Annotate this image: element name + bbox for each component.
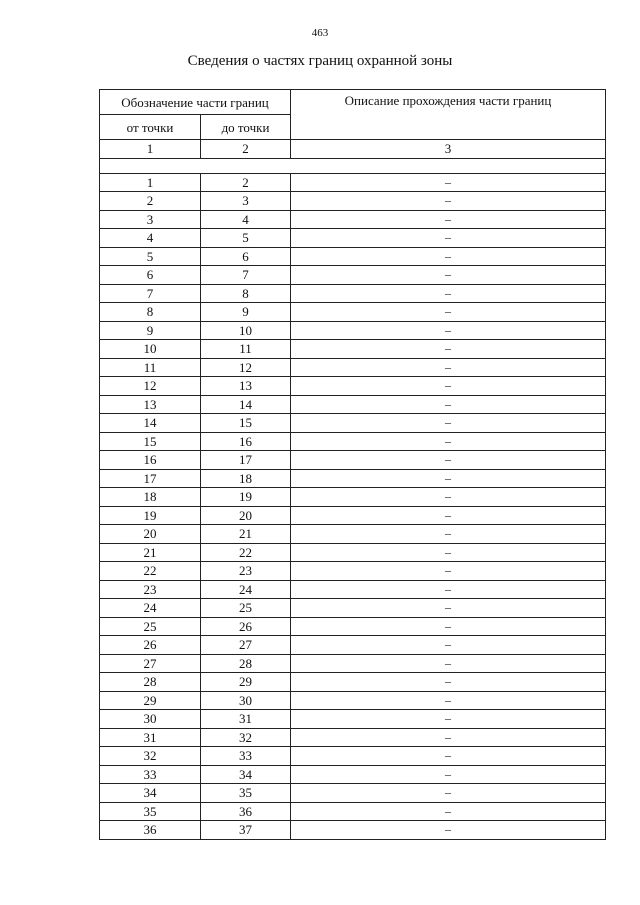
column-number-1: 1 <box>100 140 201 159</box>
description-cell: – <box>291 673 606 692</box>
from-point-cell: 6 <box>100 266 201 285</box>
to-point-cell: 33 <box>201 747 291 766</box>
to-point-cell: 9 <box>201 303 291 322</box>
from-point-cell: 5 <box>100 247 201 266</box>
table-row <box>100 192 606 211</box>
table-row <box>100 710 606 729</box>
table-row <box>100 599 606 618</box>
description-cell: – <box>291 377 606 396</box>
description-cell: – <box>291 654 606 673</box>
from-point-cell: 21 <box>100 543 201 562</box>
from-point-cell: 23 <box>100 580 201 599</box>
column-number-3: 3 <box>291 140 606 159</box>
to-point-cell: 11 <box>201 340 291 359</box>
from-point-cell: 10 <box>100 340 201 359</box>
description-cell: – <box>291 617 606 636</box>
from-point-cell: 12 <box>100 377 201 396</box>
table-row <box>100 284 606 303</box>
to-point-cell: 29 <box>201 673 291 692</box>
table-row <box>100 506 606 525</box>
table-row <box>100 691 606 710</box>
to-point-cell: 28 <box>201 654 291 673</box>
table-row <box>100 303 606 322</box>
from-point-cell: 3 <box>100 210 201 229</box>
description-cell: – <box>291 247 606 266</box>
description-cell: – <box>291 802 606 821</box>
table-row <box>100 728 606 747</box>
table-row <box>100 377 606 396</box>
from-point-cell: 32 <box>100 747 201 766</box>
page-number: 463 <box>311 27 329 39</box>
from-point-cell: 24 <box>100 599 201 618</box>
from-point-cell: 31 <box>100 728 201 747</box>
from-point-cell: 2 <box>100 192 201 211</box>
description-cell: – <box>291 543 606 562</box>
to-point-cell: 16 <box>201 432 291 451</box>
description-cell: – <box>291 173 606 192</box>
description-cell: – <box>291 395 606 414</box>
description-cell: – <box>291 432 606 451</box>
header-row-1 <box>100 90 606 115</box>
from-point-cell: 22 <box>100 562 201 581</box>
to-point-cell: 13 <box>201 377 291 396</box>
description-cell: – <box>291 580 606 599</box>
from-point-cell: 26 <box>100 636 201 655</box>
table-row <box>100 210 606 229</box>
description-cell: – <box>291 340 606 359</box>
page-title: Сведения о частях границ охранной зоны <box>187 53 453 69</box>
from-point-cell: 29 <box>100 691 201 710</box>
table-row <box>100 784 606 803</box>
to-point-cell: 14 <box>201 395 291 414</box>
to-point-cell: 15 <box>201 414 291 433</box>
description-cell: – <box>291 691 606 710</box>
table-row <box>100 580 606 599</box>
description-cell: – <box>291 284 606 303</box>
boundary-parts-table <box>99 89 606 840</box>
description-cell: – <box>291 506 606 525</box>
table-row <box>100 636 606 655</box>
table-row <box>100 414 606 433</box>
to-point-cell: 8 <box>201 284 291 303</box>
table-row <box>100 562 606 581</box>
description-cell: – <box>291 728 606 747</box>
header-to-cell: до точки <box>201 115 291 140</box>
to-point-cell: 10 <box>201 321 291 340</box>
to-point-cell: 21 <box>201 525 291 544</box>
to-point-cell: 3 <box>201 192 291 211</box>
description-cell: – <box>291 765 606 784</box>
column-number-row <box>100 140 606 159</box>
to-point-cell: 30 <box>201 691 291 710</box>
column-number-2: 2 <box>201 140 291 159</box>
description-cell: – <box>291 321 606 340</box>
description-cell: – <box>291 192 606 211</box>
to-point-cell: 35 <box>201 784 291 803</box>
table-row <box>100 673 606 692</box>
description-cell: – <box>291 303 606 322</box>
from-point-cell: 17 <box>100 469 201 488</box>
to-point-cell: 25 <box>201 599 291 618</box>
to-point-cell: 4 <box>201 210 291 229</box>
table-row <box>100 247 606 266</box>
table-row <box>100 747 606 766</box>
table-row <box>100 543 606 562</box>
to-point-cell: 34 <box>201 765 291 784</box>
header-desc-cell: Описание прохождения части границ <box>291 90 606 140</box>
spacer-cell <box>100 158 606 173</box>
description-cell: – <box>291 821 606 840</box>
description-cell: – <box>291 414 606 433</box>
to-point-cell: 2 <box>201 173 291 192</box>
from-point-cell: 8 <box>100 303 201 322</box>
to-point-cell: 7 <box>201 266 291 285</box>
from-point-cell: 27 <box>100 654 201 673</box>
description-cell: – <box>291 469 606 488</box>
from-point-cell: 13 <box>100 395 201 414</box>
to-point-cell: 6 <box>201 247 291 266</box>
from-point-cell: 18 <box>100 488 201 507</box>
from-point-cell: 16 <box>100 451 201 470</box>
from-point-cell: 1 <box>100 173 201 192</box>
description-cell: – <box>291 451 606 470</box>
to-point-cell: 17 <box>201 451 291 470</box>
table-row <box>100 525 606 544</box>
to-point-cell: 19 <box>201 488 291 507</box>
table-row <box>100 340 606 359</box>
to-point-cell: 27 <box>201 636 291 655</box>
description-cell: – <box>291 210 606 229</box>
spacer-row <box>100 158 606 173</box>
to-point-cell: 24 <box>201 580 291 599</box>
header-from-cell: от точки <box>100 115 201 140</box>
from-point-cell: 4 <box>100 229 201 248</box>
table-row <box>100 821 606 840</box>
table-row <box>100 432 606 451</box>
from-point-cell: 7 <box>100 284 201 303</box>
from-point-cell: 35 <box>100 802 201 821</box>
from-point-cell: 14 <box>100 414 201 433</box>
from-point-cell: 15 <box>100 432 201 451</box>
to-point-cell: 36 <box>201 802 291 821</box>
from-point-cell: 30 <box>100 710 201 729</box>
table-row <box>100 469 606 488</box>
table-row <box>100 321 606 340</box>
table-row <box>100 266 606 285</box>
description-cell: – <box>291 784 606 803</box>
from-point-cell: 19 <box>100 506 201 525</box>
table-row <box>100 617 606 636</box>
table-row <box>100 229 606 248</box>
table-body <box>100 90 606 840</box>
to-point-cell: 20 <box>201 506 291 525</box>
table-row <box>100 173 606 192</box>
from-point-cell: 25 <box>100 617 201 636</box>
from-point-cell: 33 <box>100 765 201 784</box>
to-point-cell: 31 <box>201 710 291 729</box>
to-point-cell: 22 <box>201 543 291 562</box>
table-row <box>100 358 606 377</box>
from-point-cell: 36 <box>100 821 201 840</box>
description-cell: – <box>291 229 606 248</box>
description-cell: – <box>291 599 606 618</box>
description-cell: – <box>291 710 606 729</box>
from-point-cell: 20 <box>100 525 201 544</box>
to-point-cell: 12 <box>201 358 291 377</box>
description-cell: – <box>291 525 606 544</box>
to-point-cell: 23 <box>201 562 291 581</box>
from-point-cell: 34 <box>100 784 201 803</box>
from-point-cell: 9 <box>100 321 201 340</box>
to-point-cell: 26 <box>201 617 291 636</box>
table-row <box>100 654 606 673</box>
table-row <box>100 488 606 507</box>
table-row <box>100 451 606 470</box>
header-group-cell: Обозначение части границ <box>100 90 291 115</box>
table-row <box>100 765 606 784</box>
description-cell: – <box>291 636 606 655</box>
to-point-cell: 18 <box>201 469 291 488</box>
description-cell: – <box>291 488 606 507</box>
description-cell: – <box>291 358 606 377</box>
description-cell: – <box>291 266 606 285</box>
to-point-cell: 37 <box>201 821 291 840</box>
from-point-cell: 11 <box>100 358 201 377</box>
description-cell: – <box>291 747 606 766</box>
to-point-cell: 32 <box>201 728 291 747</box>
from-point-cell: 28 <box>100 673 201 692</box>
to-point-cell: 5 <box>201 229 291 248</box>
table-row <box>100 395 606 414</box>
table-row <box>100 802 606 821</box>
description-cell: – <box>291 562 606 581</box>
